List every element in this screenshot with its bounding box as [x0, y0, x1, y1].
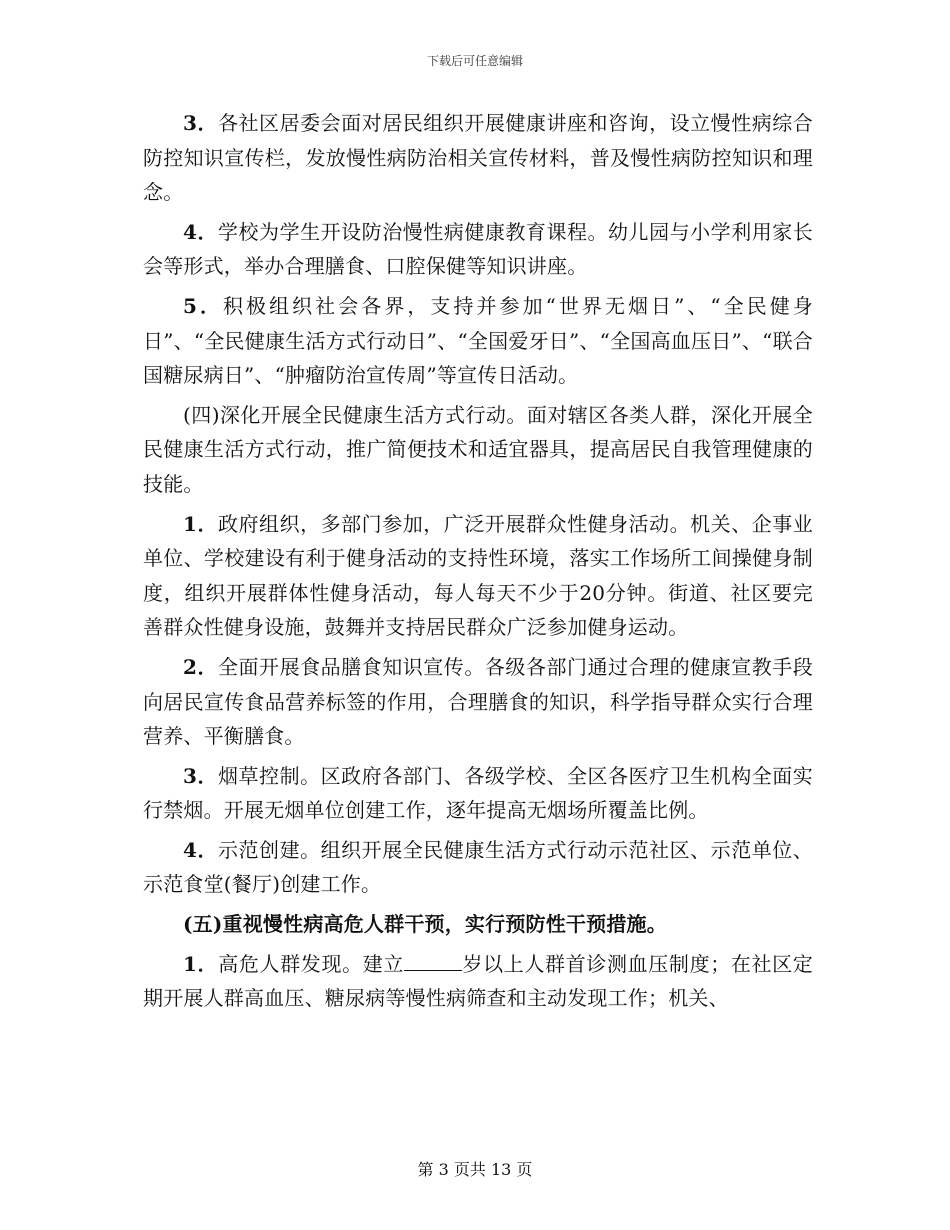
- paragraph-text: 学校为学生开设防治慢性病健康教育课程。幼儿园与小学利用家长会等形式，举办合理膳食、口腔保健等知识讲座。: [143, 219, 813, 279]
- section-heading-5: (五)重视慢性病高危人群干预，实行预防性干预措施。: [183, 912, 667, 937]
- paragraph-item-4-schools: [143, 215, 813, 284]
- fill-in-blank: [404, 950, 462, 971]
- item-number: 1．: [183, 511, 218, 536]
- paragraph-item-3-publicity: [143, 106, 813, 210]
- paragraph-section-4: [143, 398, 813, 502]
- item-number: 3．: [183, 111, 218, 135]
- paragraph-item-2-diet: [143, 650, 813, 754]
- paragraph-text: (四)深化开展全民健康生活方式行动。面对辖区各类人群，深化开展全民健康生活方式行动，推广简便技术和适宜器具，提高居民自我管理健康的技能。: [143, 402, 813, 496]
- paragraph-item-5-awareness-days: [143, 289, 813, 393]
- item-number: 1．: [183, 951, 219, 976]
- paragraph-text-start: 高危人群发现。建立: [218, 951, 405, 976]
- paragraph-text: 示范创建。组织开展全民健康生活方式行动示范社区、示范单位、示范食堂(餐厅)创建工作。: [143, 837, 813, 897]
- item-number: 4．: [183, 837, 218, 862]
- paragraph-text: 烟草控制。区政府各部门、各级学校、全区各医疗卫生机构全面实行禁烟。开展无烟单位创建工作，逐年提高无烟场所覆盖比例。: [143, 763, 813, 823]
- paragraph-item-1-fitness: [143, 507, 813, 645]
- paragraph-text-end: 岁以上人群首诊测血压制度；在社区定期开展人群高血压、糖尿病等慢性病筛查和主动发现工作；机关、: [143, 951, 813, 1011]
- paragraph-text: 政府组织，多部门参加，广泛开展群众性健身活动。机关、企事业单位、学校建设有利于健身活动的支持性环境，落实工作场所工间操健身制度，组织开展群体性健身活动，每人每天不少于20分钟。街道、社区要完善群众性健身设施，鼓舞并支持居民群众广泛参加健身运动。: [143, 511, 813, 640]
- paragraph-item-3-tobacco: [143, 759, 813, 828]
- document-body: [143, 106, 813, 1016]
- page-header: 下载后可任意编辑: [426, 54, 523, 68]
- item-number: 4．: [183, 219, 218, 244]
- paragraph-item-4-demonstration: [143, 833, 813, 902]
- paragraph-text: 积极组织社会各界，支持并参加“世界无烟日”、“全民健身日”、“全民健康生活方式行动日”、“全国爱牙日”、“全国高血压日”、“联合国糖尿病日”、“肿瘤防治宣传周”等宣传日活动。: [143, 293, 813, 388]
- item-number: 2．: [183, 654, 218, 679]
- item-number: 3．: [183, 763, 218, 788]
- paragraph-item-1-high-risk: [143, 947, 813, 1016]
- paragraph-text: 各社区居委会面对居民组织开展健康讲座和咨询，设立慢性病综合防控知识宣传栏，发放慢性病防治相关宣传材料，普及慢性病防控知识和理念。: [143, 111, 813, 205]
- item-number: 5．: [183, 293, 224, 318]
- paragraph-text: 全面开展食品膳食知识宣传。各级各部门通过合理的健康宣教手段向居民宣传食品营养标签的作用，合理膳食的知识，科学指导群众实行合理营养、平衡膳食。: [143, 654, 813, 749]
- page-footer: 第 3 页共 13 页: [417, 1160, 533, 1179]
